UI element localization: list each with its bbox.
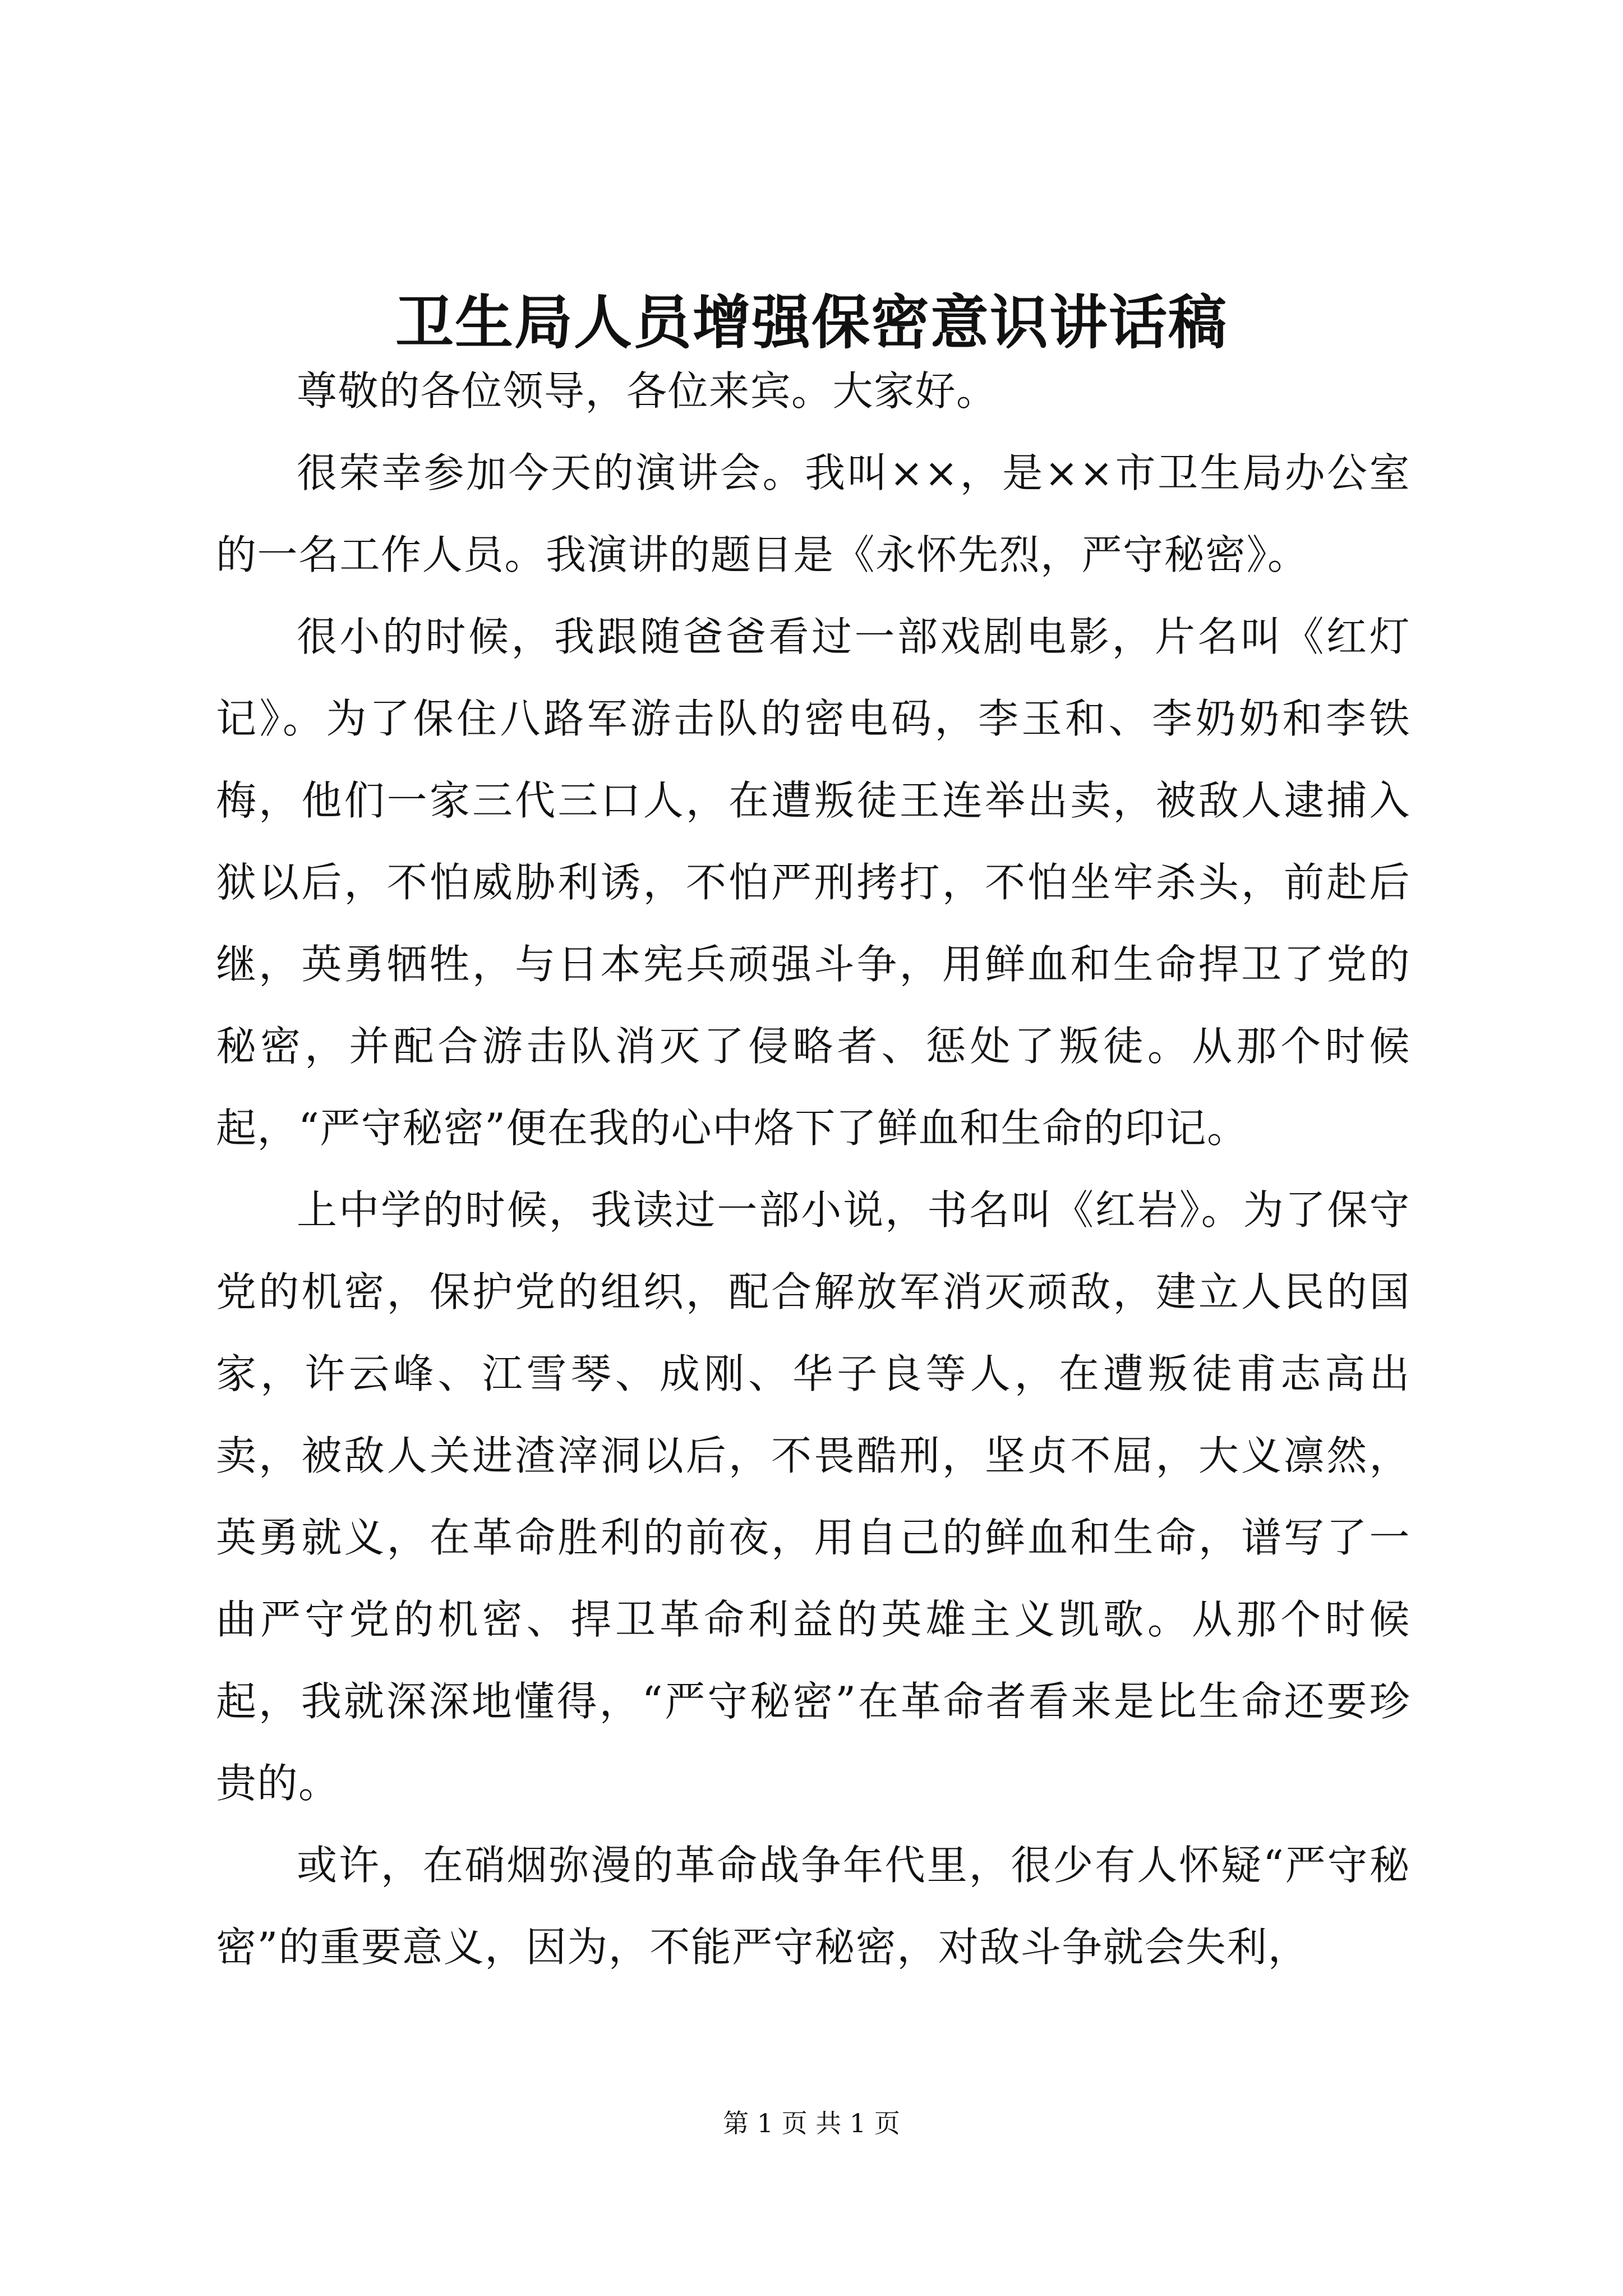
paragraph-red-crag: 上中学的时候，我读过一部小说，书名叫《红岩》。为了保守党的机密，保护党的组织，配合解放军消灭顽敌，建立人民的国家，许云峰、江雪琴、成刚、华子良等人，在遭叛徒甫志高出卖，被敌人关进渣滓洞以后，不畏酷刑，坚贞不屈，大义凛然，英勇就义，在革命胜利的前夜，用自己的鲜血和生命，谱写了一曲严守党的机密、捍卫革命利益的英雄主义凯歌。从那个时候起，我就深深地懂得，“严守秘密”在革命者看来是比生命还要珍贵的。: [216, 1186, 1410, 1807]
paragraph-introduction: 很荣幸参加今天的演讲会。我叫××，是××市卫生局办公室的一名工作人员。我演讲的题目是《永怀先烈，严守秘密》。: [216, 449, 1410, 578]
page-footer: 第 1 页 共 1 页: [723, 2108, 900, 2138]
document-body: [216, 350, 1410, 1988]
paragraph-red-lantern: 很小的时候，我跟随爸爸看过一部戏剧电影，片名叫《红灯记》。为了保住八路军游击队的密电码，李玉和、李奶奶和李铁梅，他们一家三代三口人，在遭叛徒王连举出卖，被敌人逮捕入狱以后，不怕威胁利诱，不怕严刑拷打，不怕坐牢杀头，前赴后继，英勇牺牲，与日本宪兵顽强斗争，用鲜血和生命捍卫了党的秘密，并配合游击队消灭了侵略者、惩处了叛徒。从那个时候起，“严守秘密”便在我的心中烙下了鲜血和生命的印记。: [216, 613, 1410, 1152]
paragraph-war-years: 或许，在硝烟弥漫的革命战争年代里，很少有人怀疑“严守秘密”的重要意义，因为，不能严守秘密，对敌斗争就会失利，: [216, 1842, 1410, 1971]
document-title: 卫生局人员增强保密意识讲话稿: [395, 288, 1228, 357]
paragraph-greeting: 尊敬的各位领导，各位来宾。大家好。: [297, 367, 998, 415]
